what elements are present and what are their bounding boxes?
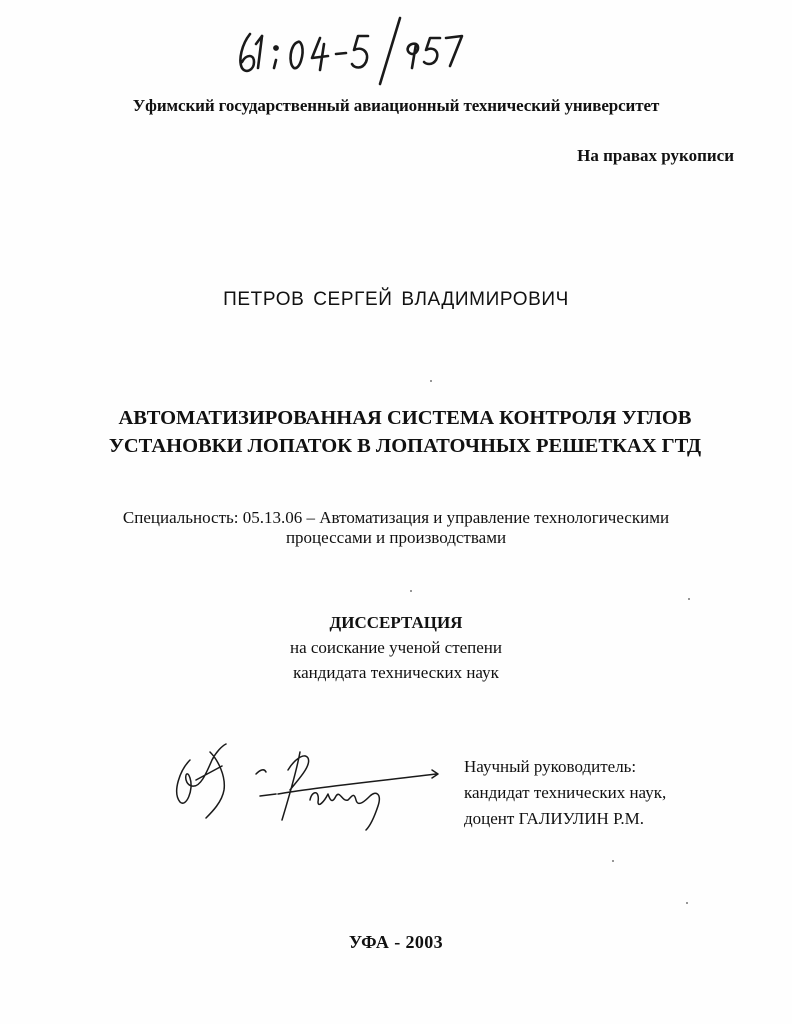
degree-line-1: на соискание ученой степени	[289, 638, 503, 657]
city-year: УФА - 2003	[348, 932, 444, 952]
scan-speck	[430, 380, 432, 382]
supervisor-degree: кандидат технических наук,	[464, 783, 667, 802]
archive-code-handwritten	[232, 14, 472, 86]
supervisor-label: Научный руководитель:	[464, 757, 637, 776]
signatures	[160, 730, 460, 840]
specialty-block	[40, 508, 752, 548]
title-line-1: АВТОМАТИЗИРОВАННАЯ СИСТЕМА КОНТРОЛЯ УГЛОВ	[118, 407, 692, 429]
scan-speck	[688, 598, 690, 600]
manuscript-rights-note: На правах рукописи	[577, 146, 734, 165]
signature-2	[260, 752, 438, 830]
scan-speck	[612, 860, 614, 862]
specialty-line-1: Специальность: 05.13.06 – Автоматизация и управление технологическими	[122, 508, 670, 527]
signature-1	[177, 744, 226, 818]
specialty-line-2: процессами и производствами	[285, 528, 507, 547]
archive-code-drawing	[232, 14, 472, 86]
title-line-2: УСТАНОВКИ ЛОПАТОК В ЛОПАТОЧНЫХ РЕШЕТКАХ ГТД	[108, 435, 702, 457]
scan-speck	[686, 902, 688, 904]
degree-block	[0, 610, 792, 685]
scan-speck	[410, 590, 412, 592]
supervisor-name: доцент ГАЛИУЛИН Р.М.	[464, 809, 645, 828]
signatures-drawing	[160, 730, 460, 840]
dissertation-title	[40, 404, 770, 460]
degree-line-2: кандидата технических наук	[293, 663, 499, 682]
supervisor-block	[464, 754, 666, 832]
university-name: Уфимский государственный авиационный технический университет	[132, 96, 660, 115]
degree-heading: ДИССЕРТАЦИЯ	[329, 613, 463, 632]
author-name: ПЕТРОВ СЕРГЕЙ ВЛАДИМИРОВИЧ	[223, 289, 569, 310]
